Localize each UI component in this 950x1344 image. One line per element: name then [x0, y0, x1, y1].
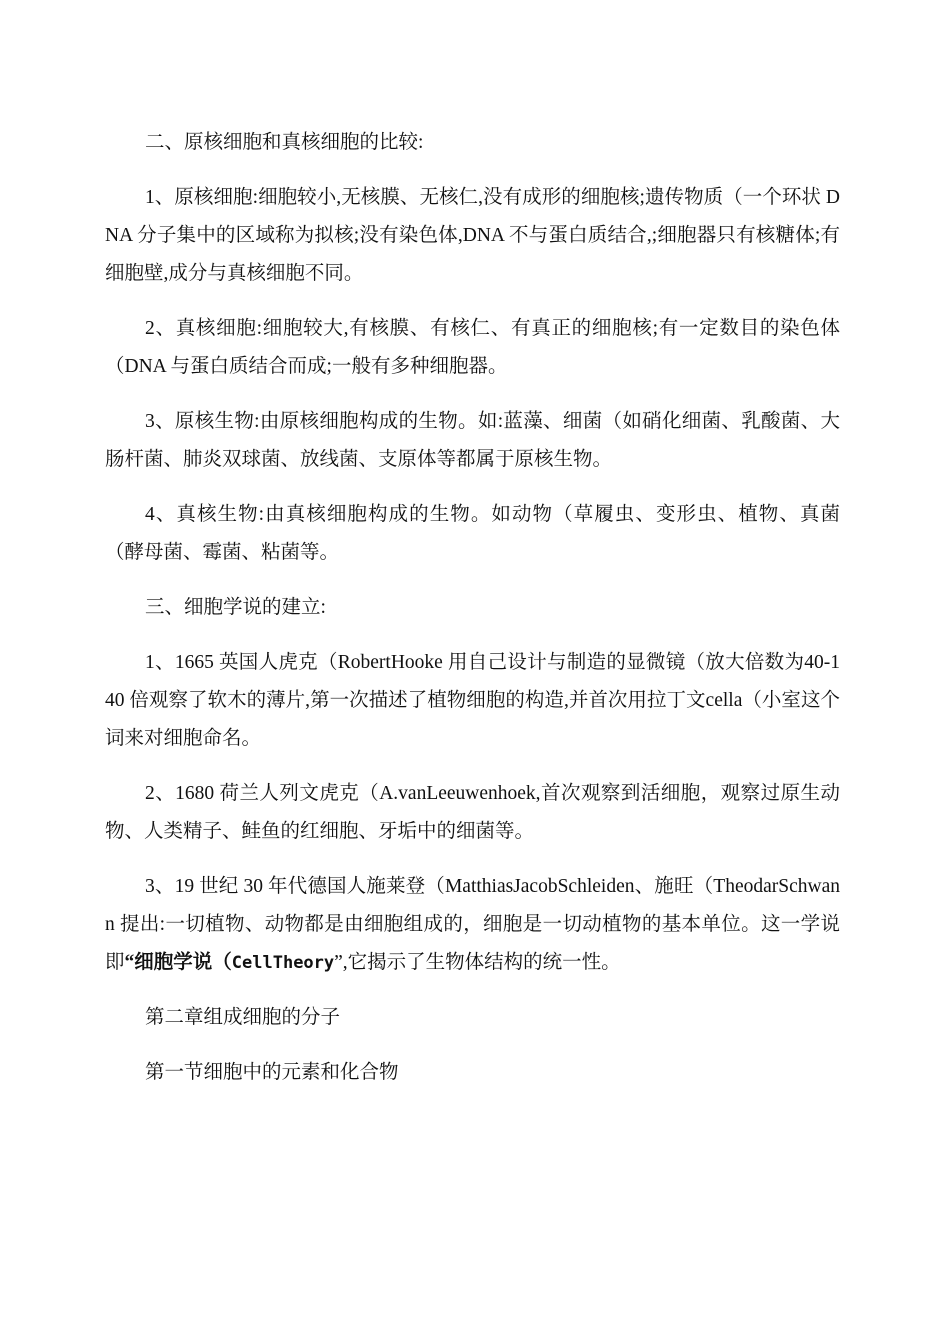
section-heading-elements-compounds: 第一节细胞中的元素和化合物 [145, 1062, 399, 1083]
chapter-heading: 第二章组成细胞的分子 [145, 1007, 341, 1028]
cell-theory-english-term: CellTheory [231, 953, 335, 973]
paragraph-schleiden-schwann [105, 868, 840, 982]
paragraph-eukaryotes: 4、真核生物:由真核细胞构成的生物。如动物（草履虫、变形虫、植物、真菌（酵母菌、霉菌、粘菌等。 [105, 504, 840, 563]
section-heading-cell-theory: 三、细胞学说的建立: [145, 597, 326, 618]
paragraph-eukaryotic-cell: 2、真核细胞:细胞较大,有核膜、有核仁、有真正的细胞核;有一定数目的染色体（DNA 与蛋白质结合而成;一般有多种细胞器。 [105, 318, 840, 377]
paragraph-leeuwenhoek: 2、1680 荷兰人列文虎克（A.vanLeeuwenhoek,首次观察到活细胞，观察过原生动物、人类精子、鲑鱼的红细胞、牙垢中的细菌等。 [105, 783, 840, 842]
section-heading-prokaryote-eukaryote: 二、原核细胞和真核细胞的比较: [145, 132, 424, 153]
paragraph-prokaryotes: 3、原核生物:由原核细胞构成的生物。如:蓝藻、细菌（如硝化细菌、乳酸菌、大肠杆菌、肺炎双球菌、放线菌、支原体等都属于原核生物。 [105, 411, 840, 470]
cell-theory-quote-open: “细胞学说（ [124, 952, 232, 973]
document-body [105, 124, 840, 1109]
paragraph-prokaryotic-cell: 1、原核细胞:细胞较小,无核膜、无核仁,没有成形的细胞核;遗传物质（一个环状 DNA 分子集中的区域称为拟核;没有染色体,DNA 不与蛋白质结合,;细胞器只有核糖体;有细胞壁,成分与真核细胞不同。 [105, 187, 840, 284]
paragraph-hooke: 1、1665 英国人虎克（RobertHooke 用自己设计与制造的显微镜（放大倍数为40-140 倍观察了软木的薄片,第一次描述了植物细胞的构造,并首次用拉丁文cella（小室这个词来对细胞命名。 [105, 652, 840, 749]
paragraph-schleiden-schwann-tail: ”,它揭示了生物体结构的统一性。 [334, 952, 621, 973]
paragraph-schleiden-schwann-text: 3、19 世纪 30 年代德国人施莱登（MatthiasJacobSchleiden、施旺（TheodarSchwann 提出:一切植物、动物都是由细胞组成的，细胞是一切动植物的基本单位。这一学说即 [105, 876, 840, 973]
